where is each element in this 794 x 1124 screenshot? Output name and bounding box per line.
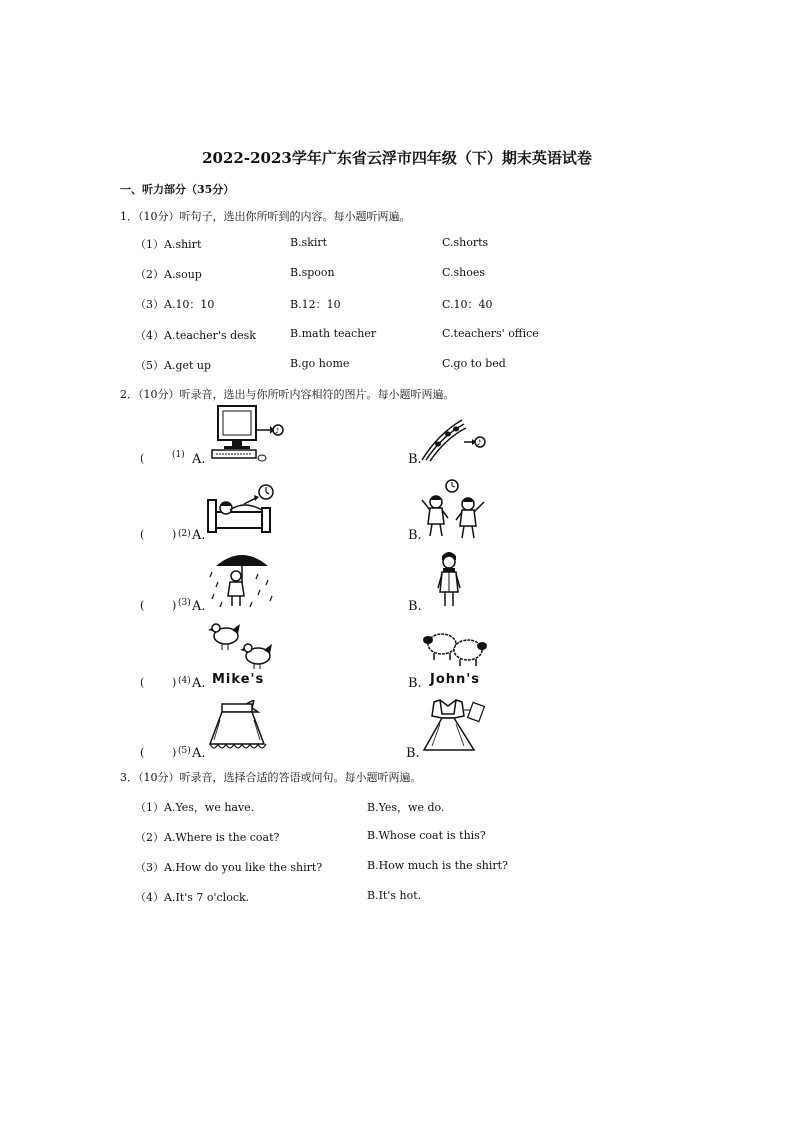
hens-icon: [206, 618, 282, 670]
music-notes-icon: [418, 414, 486, 464]
answer-paren-close: ): [172, 599, 177, 612]
q2-item5-a-label: A.: [192, 746, 206, 761]
sheep-icon: [420, 628, 490, 670]
q3-row2-a: （2）A.Where is the coat?: [135, 831, 280, 844]
computer-icon: [204, 404, 284, 466]
mikes-label: Mike's: [212, 672, 265, 687]
q3-row4-a: （4）A.It's 7 o'clock.: [135, 891, 250, 904]
q2-item3-number: (3): [178, 598, 191, 608]
svg-text:♪: ♪: [275, 427, 280, 435]
q1-row3-c: C.10：40: [442, 298, 493, 311]
q1-row5-a: （5）A.get up: [135, 359, 212, 372]
q2-item3-b-label: B.: [408, 599, 422, 614]
umbrella-rain-icon: [208, 548, 278, 610]
dress-icon: [418, 696, 486, 758]
page-title: 2022-2023学年广东省云浮市四年级（下）期末英语试卷: [202, 149, 592, 167]
answer-paren-open: (: [140, 528, 145, 541]
skirt-icon: [200, 700, 276, 756]
q1-row2-c: C.shoes: [442, 266, 486, 279]
q2-item2-b-label: B.: [408, 528, 422, 543]
q1-row4-a: （4）A.teacher's desk: [135, 329, 256, 342]
q2-item1-a-label: A.: [192, 452, 206, 467]
answer-paren-open: (: [140, 676, 145, 689]
q1-row2-a: （2）A.soup: [135, 268, 202, 281]
q1-row5-b: B.go home: [290, 357, 350, 370]
q3-row3-b: B.How much is the shirt?: [367, 859, 508, 872]
q1-row5-c: C.go to bed: [442, 357, 506, 370]
q2-item4-a-label: A.: [192, 676, 206, 691]
q2-item3-a-label: A.: [192, 599, 206, 614]
answer-paren-close: ): [172, 528, 177, 541]
answer-paren-open: (: [140, 746, 145, 759]
q1-row4-b: B.math teacher: [290, 327, 377, 340]
q1-row1-c: C.shorts: [442, 236, 489, 249]
children-exercising-icon: [418, 478, 490, 540]
girl-winter-icon: [432, 548, 466, 610]
q3-row1-a: （1）A.Yes，we have.: [135, 801, 255, 814]
answer-paren-close: ): [172, 676, 177, 689]
q2-stem: 2．（10分）听录音，选出与你所听内容相符的图片。每小题听两遍。: [120, 388, 455, 401]
answer-paren-close: ): [172, 746, 177, 759]
section-heading: 一、听力部分（35分）: [120, 183, 235, 196]
q3-row1-b: B.Yes，we do.: [367, 801, 445, 814]
q2-item1-number: (1): [172, 450, 185, 460]
answer-paren-open: (: [140, 599, 145, 612]
q3-stem: 3．（10分）听录音，选择合适的答语或问句。每小题听两遍。: [120, 771, 422, 784]
bed-sleeping-icon: [204, 482, 280, 538]
q2-item2-a-label: A.: [192, 528, 206, 543]
q3-row3-a: （3）A.How do you like the shirt?: [135, 861, 323, 874]
johns-label: John's: [430, 672, 480, 687]
q2-item4-b-label: B.: [408, 676, 422, 691]
q1-row1-b: B.skirt: [290, 236, 328, 249]
q1-row3-b: B.12：10: [290, 298, 341, 311]
q2-item1-b-label: B.: [408, 452, 422, 467]
q2-item2-number: (2): [178, 529, 191, 539]
q1-row1-a: （1）A.shirt: [135, 238, 202, 251]
q2-item4-number: (4): [178, 676, 191, 686]
q3-row4-b: B.It's hot.: [367, 889, 422, 902]
q1-stem: 1．（10分）听句子，选出你所听到的内容。每小题听两遍。: [120, 210, 411, 223]
q2-item5-number: (5): [178, 746, 191, 756]
svg-text:♪: ♪: [477, 439, 482, 447]
q1-row2-b: B.spoon: [290, 266, 335, 279]
q1-row4-c: C.teachers' office: [442, 327, 539, 340]
answer-paren-open: (: [140, 452, 145, 465]
q2-item5-b-label: B.: [406, 746, 420, 761]
q1-row3-a: （3）A.10：10: [135, 298, 215, 311]
q3-row2-b: B.Whose coat is this?: [367, 829, 486, 842]
